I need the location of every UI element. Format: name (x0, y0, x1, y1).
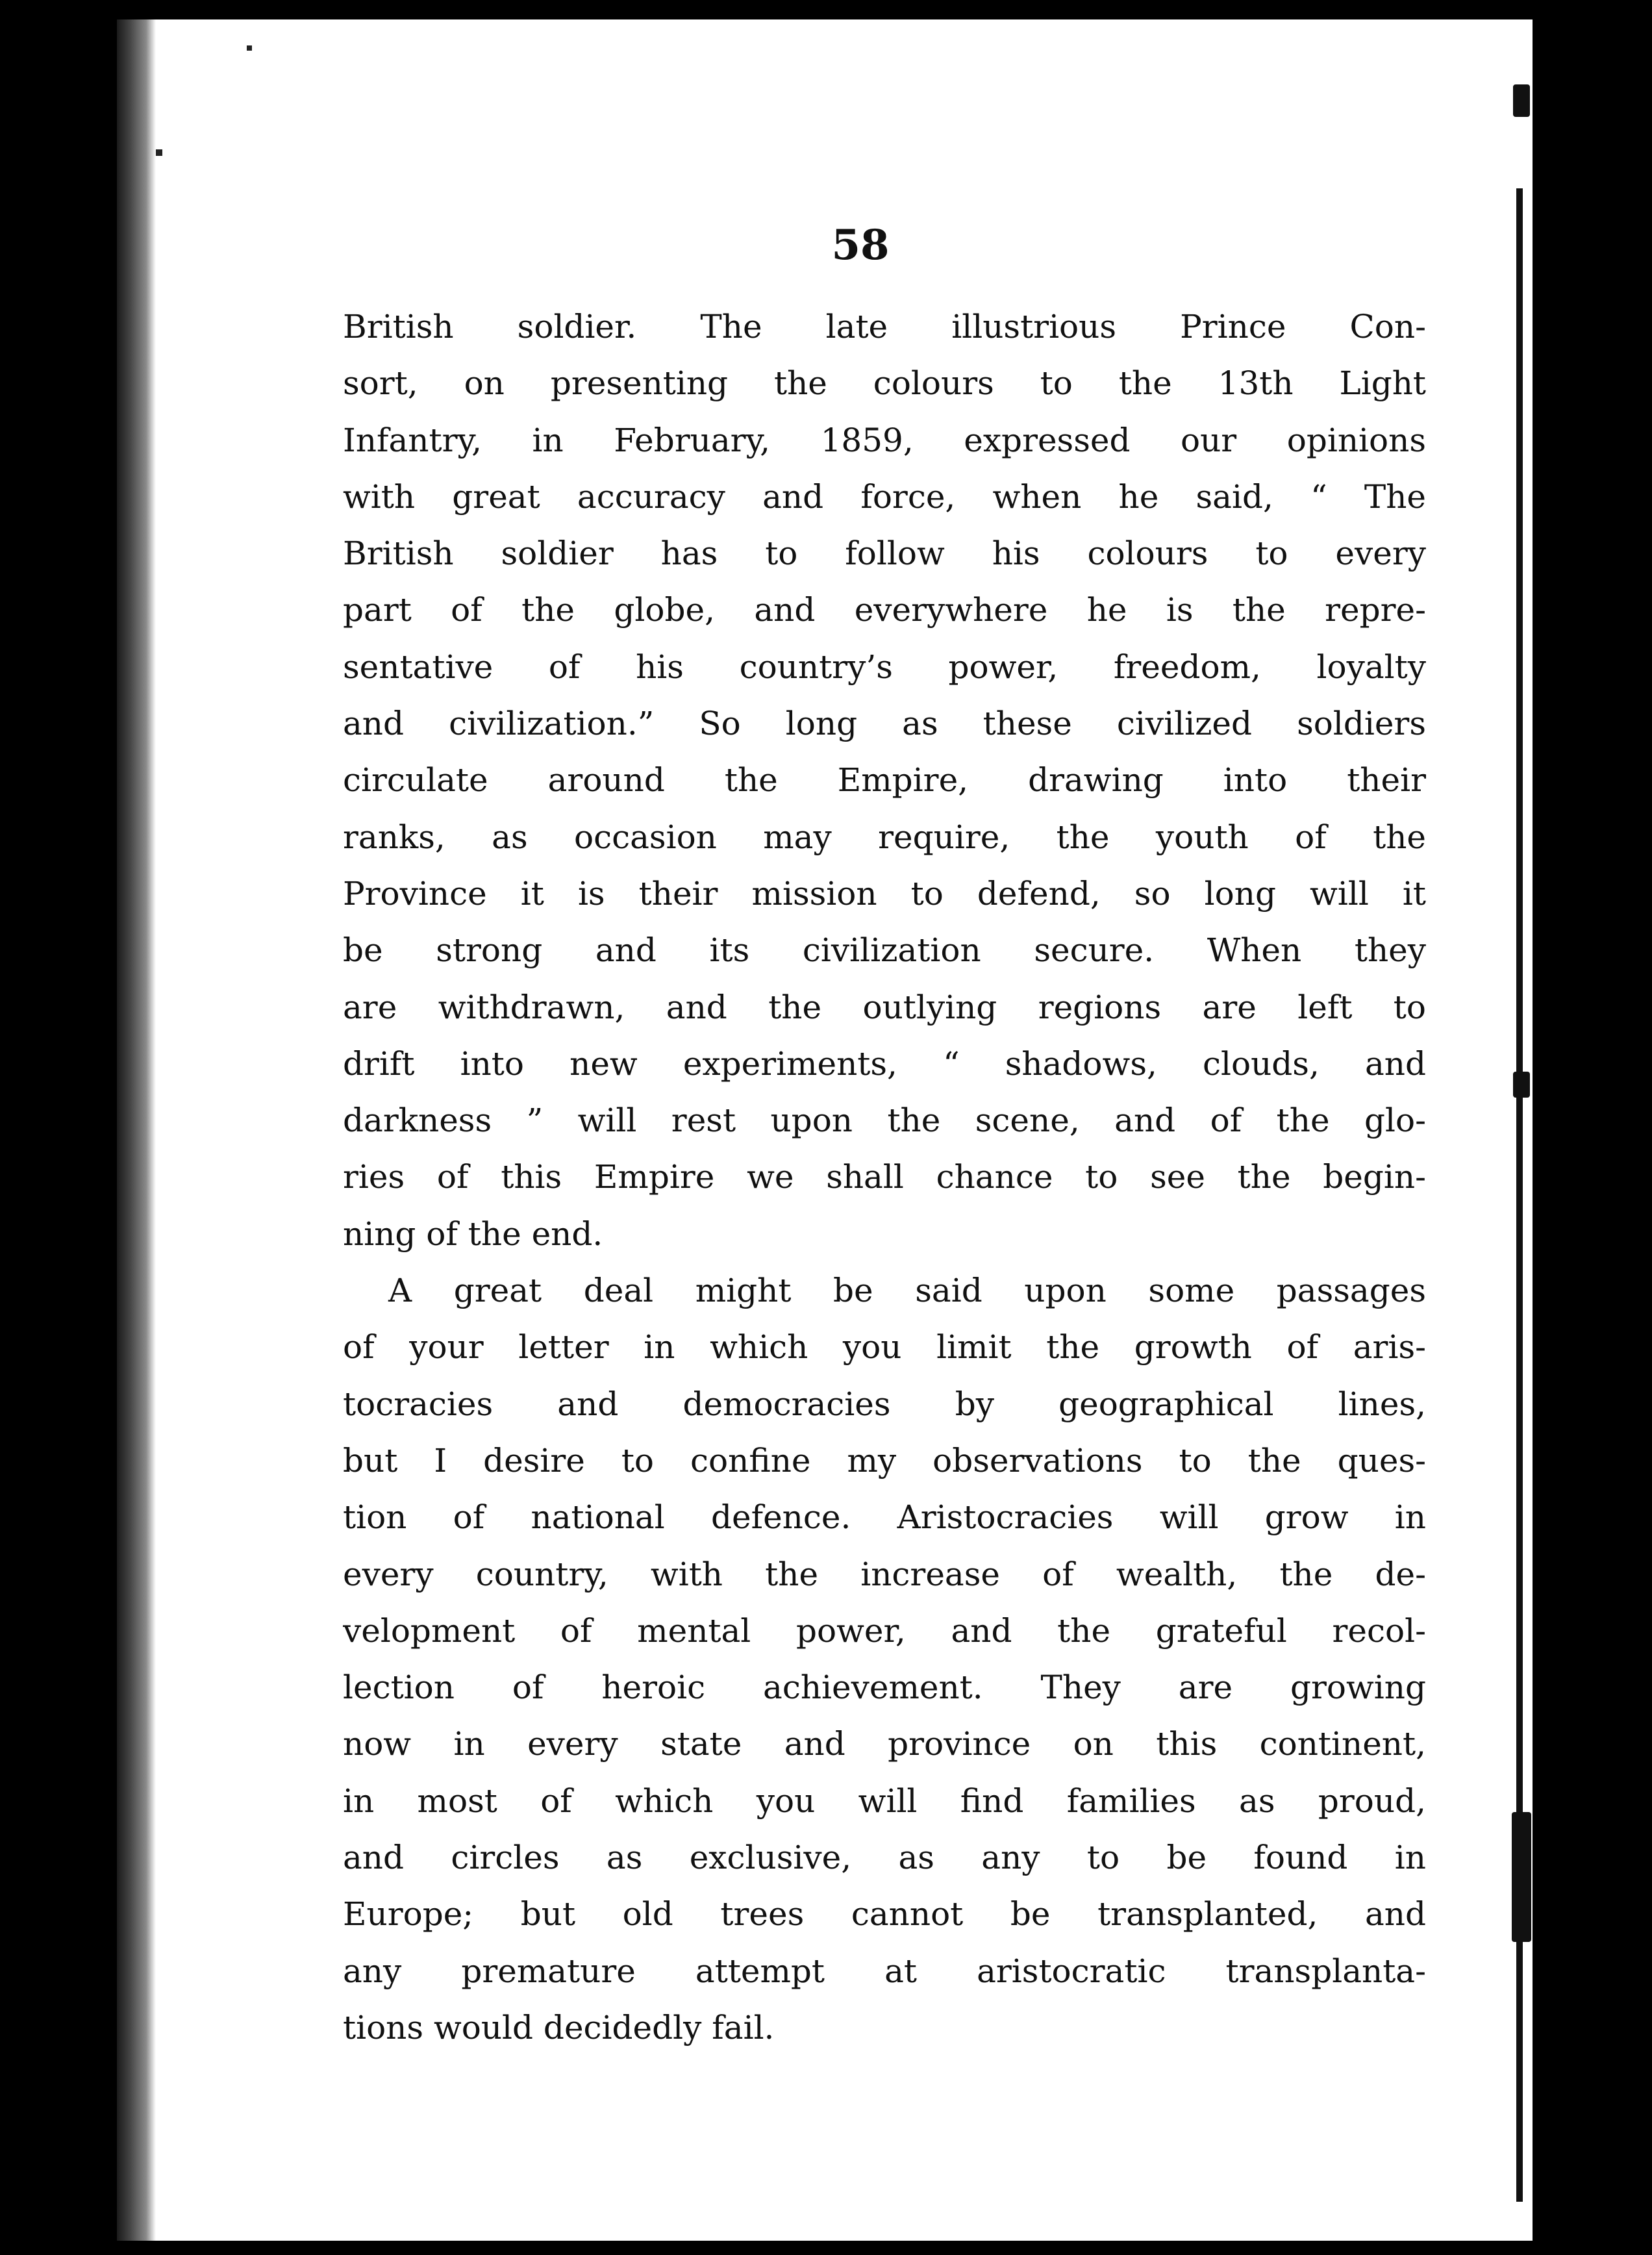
text-line: Province it is their mission to defend, so long will it (343, 874, 1426, 913)
text-line: lection of heroic achievement. They are growing (343, 1669, 1426, 1707)
text-line: in most of which you will find families as proud, (343, 1782, 1426, 1820)
scan-speck (247, 45, 252, 51)
scan-speck (156, 149, 162, 156)
text-line: A great deal might be said upon some passages (388, 1272, 1426, 1310)
binding-notch (1512, 1812, 1531, 1942)
text-line: Infantry, in February, 1859, expressed our opinions (343, 421, 1426, 459)
text-line: British soldier has to follow his colours to every (343, 535, 1426, 573)
text-line: sort, on presenting the colours to the 13th Light (343, 364, 1426, 403)
text-line: Europe; but old trees cannot be transplanted, and (343, 1895, 1426, 1934)
text-line: any premature attempt at aristocratic transplanta- (343, 1952, 1426, 1990)
text-line: and circles as exclusive, as any to be found in (343, 1839, 1426, 1877)
text-line: be strong and its civilization secure. When they (343, 931, 1426, 970)
text-line: tions would decidedly fail. (343, 2008, 775, 2047)
text-line: circulate around the Empire, drawing into their (343, 761, 1426, 800)
text-line: drift into new experiments, “ shadows, clouds, and (343, 1044, 1426, 1083)
text-line: and civilization.” So long as these civilized soldiers (343, 705, 1426, 743)
text-line: now in every state and province on this continent, (343, 1725, 1426, 1763)
binding-notch (1513, 1072, 1530, 1098)
body-text (343, 299, 1426, 2056)
text-line: ranks, as occasion may require, the youth of the (343, 818, 1426, 856)
text-line: ries of this Empire we shall chance to see the begin- (343, 1158, 1426, 1196)
page-number: 58 (831, 221, 890, 270)
text-line: part of the globe, and everywhere he is the repre- (343, 591, 1426, 629)
text-line: every country, with the increase of wealth, the de- (343, 1555, 1426, 1593)
text-line: tocracies and democracies by geographical lines, (343, 1385, 1426, 1423)
scan-edge-left (117, 19, 156, 2241)
text-line: sentative of his country’s power, freedom, loyalty (343, 648, 1426, 686)
text-line: velopment of mental power, and the grateful recol- (343, 1611, 1426, 1650)
text-line: British soldier. The late illustrious Prince Con- (343, 308, 1426, 346)
scanned-page (117, 19, 1533, 2241)
text-line: ning of the end. (343, 1215, 603, 1253)
text-line: are withdrawn, and the outlying regions are left to (343, 988, 1426, 1026)
text-line: with great accuracy and force, when he said, “ The (343, 477, 1426, 516)
text-line: but I desire to confine my observations to the ques- (343, 1441, 1426, 1480)
binding-notch (1513, 84, 1530, 117)
text-line: darkness ” will rest upon the scene, and of the glo- (343, 1102, 1426, 1140)
text-line: of your letter in which you limit the growth of aris- (343, 1328, 1426, 1367)
text-line: tion of national defence. Aristocracies will grow in (343, 1498, 1426, 1537)
